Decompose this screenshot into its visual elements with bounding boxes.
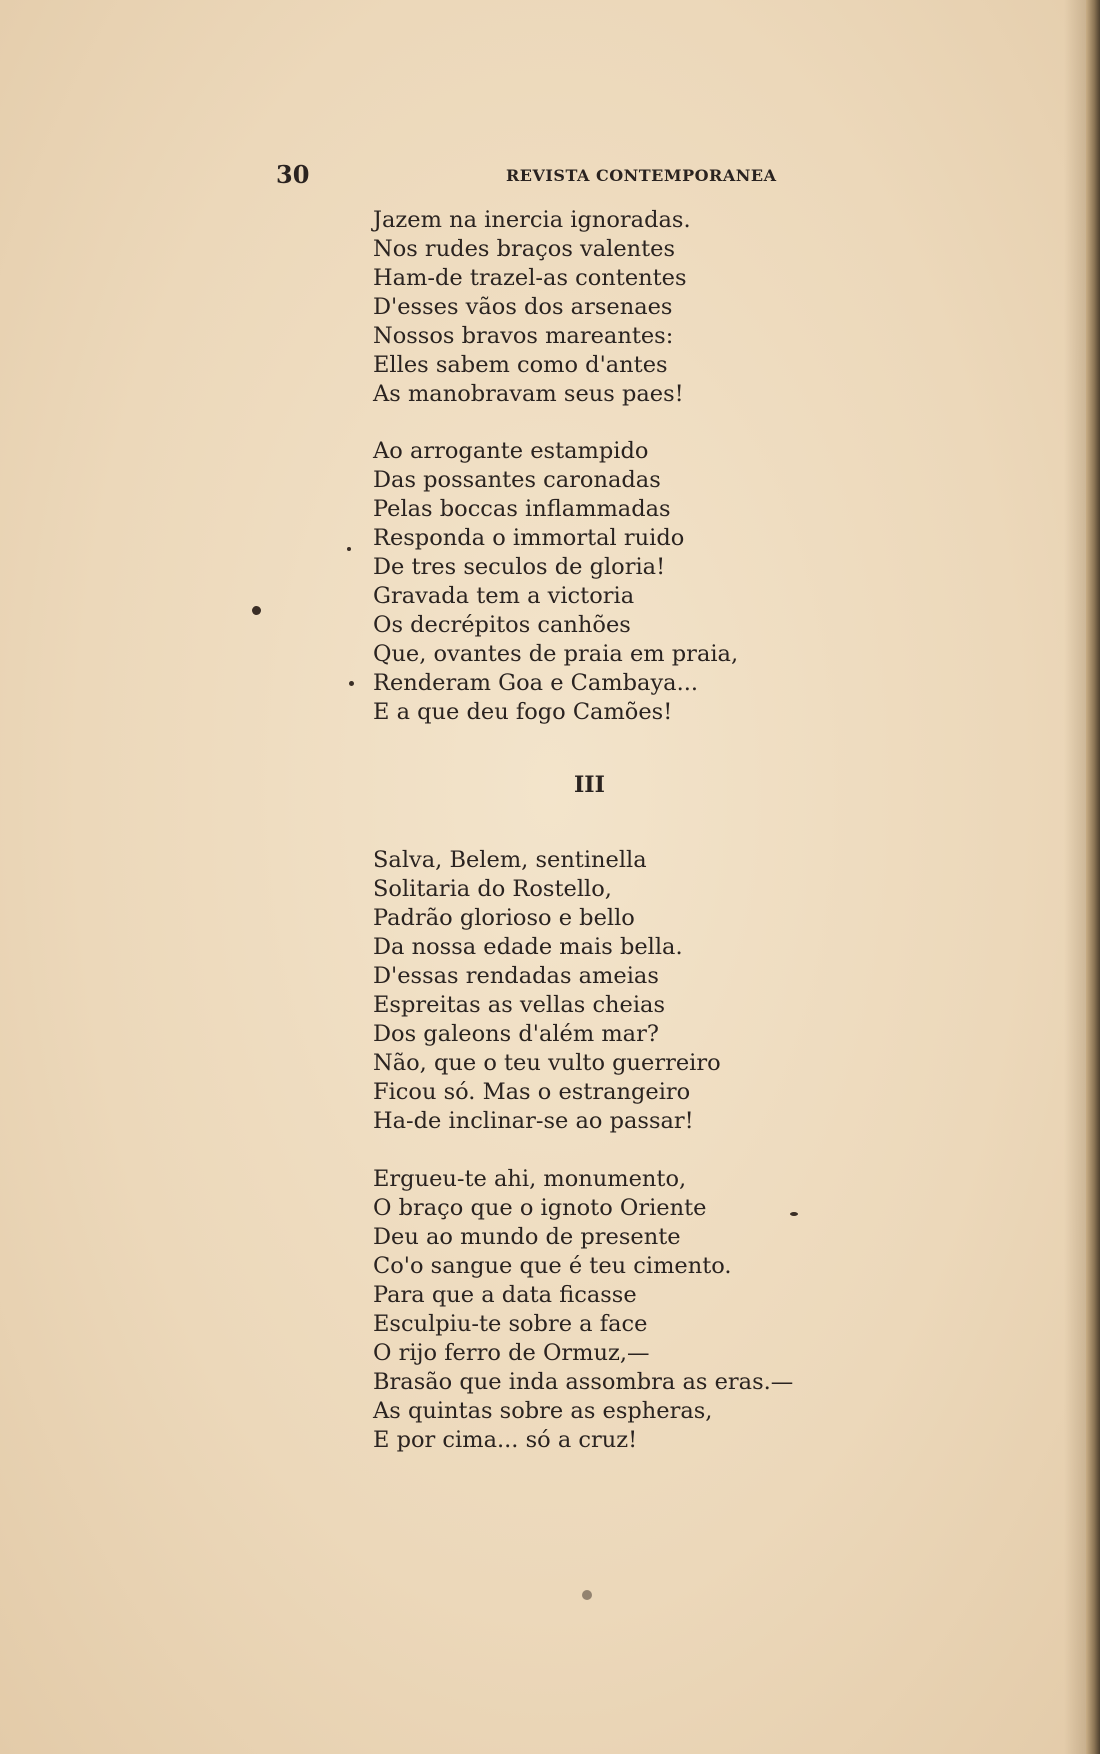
verse-line: Ao arrogante estampido [373, 438, 649, 464]
verse-line: Responda o immortal ruido [373, 525, 685, 551]
stanza [373, 437, 833, 727]
verse-line: Ergueu-te ahi, monumento, [373, 1166, 687, 1192]
stanza [373, 846, 833, 1136]
section-number: III [574, 772, 605, 798]
verse-line: De tres seculos de gloria! [373, 554, 666, 580]
page-edge [1086, 0, 1100, 1754]
verse-line: As quintas sobre as espheras, [373, 1398, 713, 1424]
verse-line: Pelas boccas inflammadas [373, 496, 671, 522]
verse-line: Da nossa edade mais bella. [373, 934, 683, 960]
stanza [373, 1165, 833, 1455]
verse-line: D'essas rendadas ameias [373, 963, 659, 989]
verse-line: Salva, Belem, sentinella [373, 847, 647, 873]
verse-line: Espreitas as vellas cheias [373, 992, 666, 1018]
ink-speck [347, 547, 351, 551]
verse-line: Solitaria do Rostello, [373, 876, 612, 902]
verse-line: As manobravam seus paes! [373, 381, 684, 407]
verse-line: Co'o sangue que é teu cimento. [373, 1253, 732, 1279]
verse-line: Os decrépitos canhões [373, 612, 631, 638]
ink-speck [582, 1590, 592, 1600]
verse-line: Jazem na inercia ignoradas. [373, 207, 691, 233]
verse-line: Gravada tem a victoria [373, 583, 635, 609]
page-number: 30 [276, 160, 310, 189]
verse-line: Elles sabem como d'antes [373, 352, 668, 378]
verse-line: D'esses vãos dos arsenaes [373, 294, 673, 320]
ink-speck [349, 681, 354, 686]
verse-line: Que, ovantes de praia em praia, [373, 641, 739, 667]
verse-line: Das possantes caronadas [373, 467, 661, 493]
verse-line: E por cima... só a cruz! [373, 1427, 638, 1453]
verse-line: O braço que o ignoto Oriente [373, 1195, 707, 1221]
page-header [276, 160, 1036, 190]
verse-line: Dos galeons d'além mar? [373, 1021, 659, 1047]
verse-line: Padrão glorioso e bello [373, 905, 635, 931]
verse-line: O rijo ferro de Ormuz,— [373, 1340, 650, 1366]
running-title: REVISTA CONTEMPORANEA [506, 166, 777, 185]
verse-line: Não, que o teu vulto guerreiro [373, 1050, 721, 1076]
stanza [373, 206, 833, 409]
page-gutter-shadow [1064, 0, 1086, 1754]
verse-line: Esculpiu-te sobre a face [373, 1311, 648, 1337]
verse-line: Deu ao mundo de presente [373, 1224, 681, 1250]
verse-line: Ha-de inclinar-se ao passar! [373, 1108, 694, 1134]
ink-speck [252, 606, 261, 615]
verse-line: Ham-de trazel-as contentes [373, 265, 687, 291]
verse-line: Nossos bravos mareantes: [373, 323, 674, 349]
verse-line: Ficou só. Mas o estrangeiro [373, 1079, 691, 1105]
verse-line: Nos rudes braços valentes [373, 236, 676, 262]
verse-line: Para que a data ficasse [373, 1282, 637, 1308]
verse-line: Renderam Goa e Cambaya... [373, 670, 699, 696]
verse-line: E a que deu fogo Camões! [373, 699, 673, 725]
verse-line: Brasão que inda assombra as eras.— [373, 1369, 794, 1395]
